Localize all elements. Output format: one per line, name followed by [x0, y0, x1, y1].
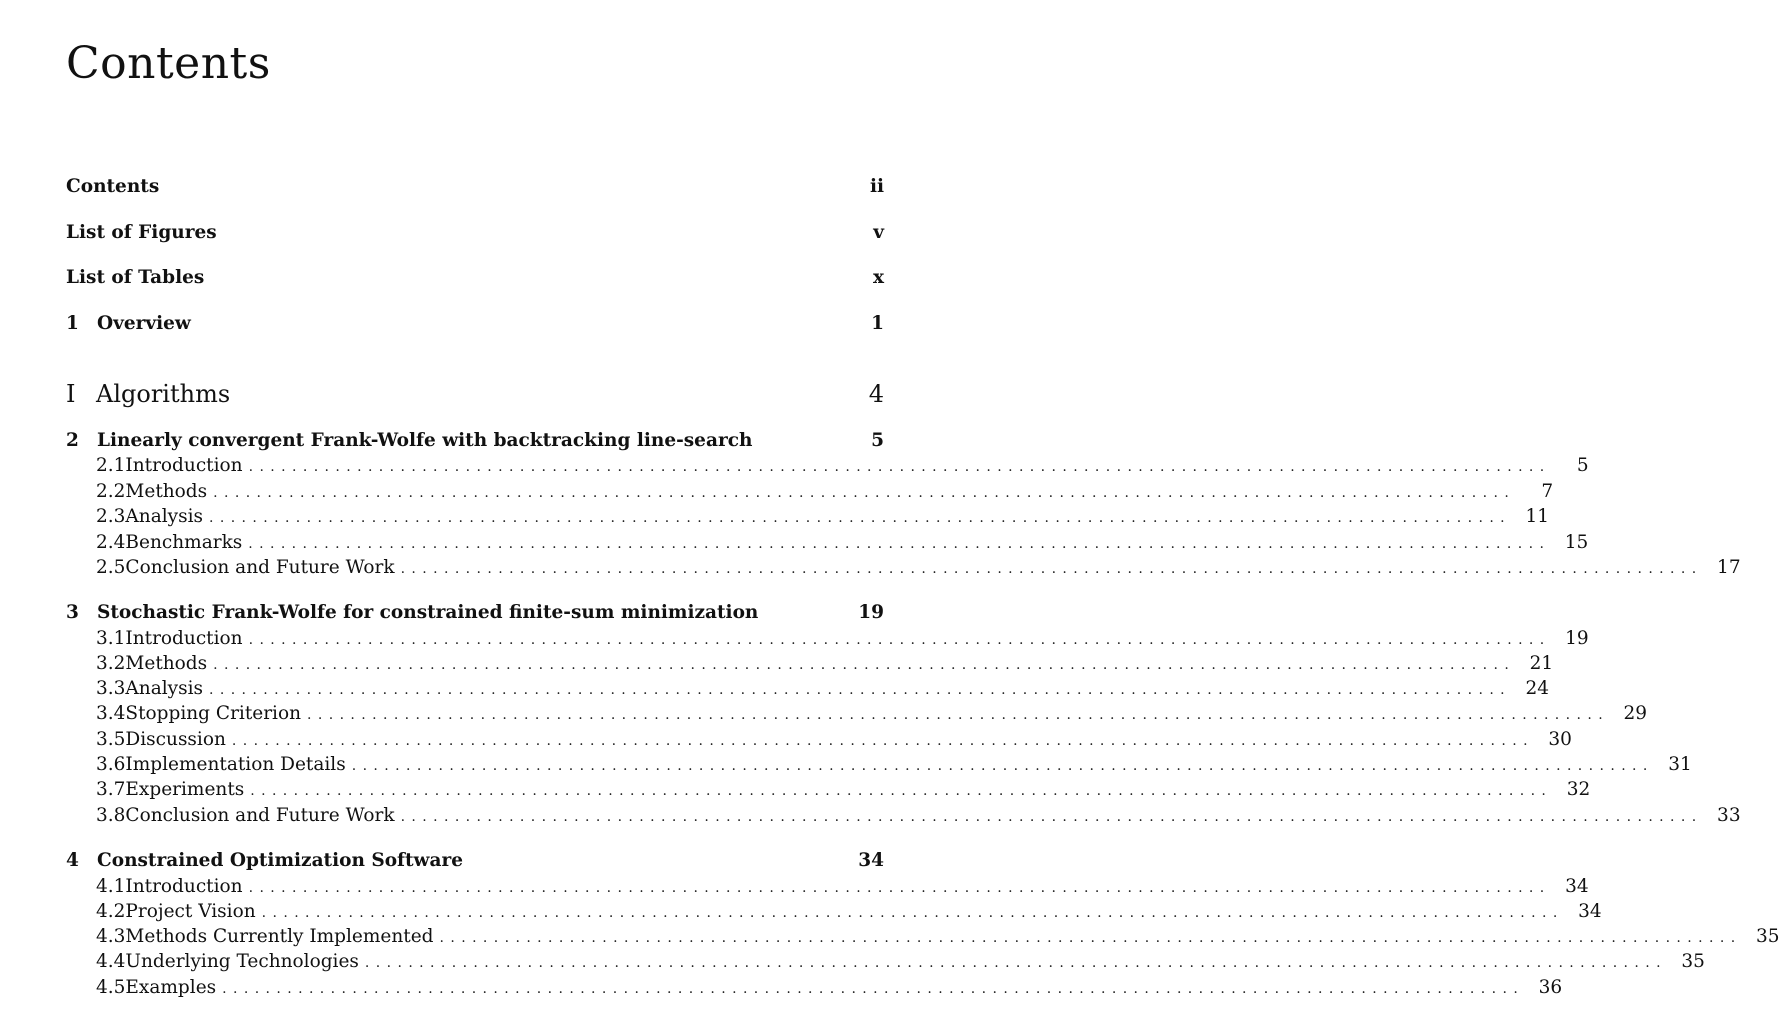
toc-entry-list-of-figures[interactable] — [66, 222, 884, 246]
toc-section-page: 21 — [1529, 653, 1554, 674]
toc-section-number: 3.5 — [96, 729, 126, 750]
toc-section-label: Conclusion and Future Work — [125, 805, 395, 826]
toc-section-3-1[interactable] — [96, 628, 1589, 652]
toc-leader-dots: ........................................................................................................................ — [213, 657, 1516, 673]
toc-section-page: 31 — [1668, 754, 1692, 775]
toc-section-3-4[interactable] — [96, 703, 1648, 727]
toc-entry-label: Contents — [66, 176, 160, 197]
toc-entry-page: 1 — [871, 313, 884, 334]
toc-section-number: 4.3 — [96, 926, 126, 947]
toc-section-number: 4.2 — [96, 901, 126, 922]
toc-section-number: 2.3 — [96, 506, 126, 527]
toc-chapter-number: 4 — [66, 850, 79, 871]
toc-leader-dots: ........................................................................................................................ — [307, 707, 1610, 723]
toc-section-page: 11 — [1525, 506, 1550, 527]
toc-leader-dots: ........................................................................................................................ — [400, 561, 1703, 577]
toc-leader-dots: ........................................................................................................................ — [400, 809, 1703, 825]
toc-section-label: Analysis — [125, 678, 203, 699]
toc-section-3-8[interactable] — [96, 805, 1741, 829]
toc-entry-label: Overview — [97, 313, 191, 334]
toc-section-page: 7 — [1541, 481, 1554, 502]
toc-section-number: 3.8 — [96, 805, 126, 826]
toc-chapter-page: 34 — [858, 850, 884, 871]
toc-leader-dots: ........................................................................................................................ — [261, 905, 1564, 921]
toc-section-label: Methods — [125, 481, 208, 502]
toc-entry-label: List of Tables — [66, 267, 205, 288]
toc-section-page: 30 — [1548, 729, 1572, 750]
toc-section-number: 4.1 — [96, 876, 126, 897]
toc-section-number: 4.5 — [96, 977, 126, 998]
toc-chapter-4[interactable] — [66, 850, 884, 874]
toc-entry-page: v — [873, 222, 884, 243]
toc-section-page: 33 — [1717, 805, 1741, 826]
toc-section-3-7[interactable] — [96, 779, 1591, 803]
toc-section-label: Introduction — [125, 628, 243, 649]
toc-chapter-label: Stochastic Frank-Wolfe for constrained finite-sum minimization — [97, 602, 759, 623]
toc-section-4-1[interactable] — [96, 876, 1589, 900]
toc-section-3-3[interactable] — [96, 678, 1550, 702]
toc-section-label: Discussion — [125, 729, 226, 750]
toc-leader-dots: ........................................................................................................................ — [209, 510, 1512, 526]
toc-section-number: 2.4 — [96, 532, 126, 553]
toc-leader-dots: ........................................................................................................................ — [248, 459, 1551, 475]
toc-section-label: Analysis — [125, 506, 203, 527]
toc-section-4-2[interactable] — [96, 901, 1602, 925]
toc-section-page: 17 — [1717, 557, 1741, 578]
toc-section-page: 5 — [1576, 455, 1589, 476]
toc-leader-dots: ........................................................................................................................ — [209, 682, 1512, 698]
toc-leader-dots: ........................................................................................................................ — [213, 485, 1516, 501]
toc-entry-page: ii — [869, 176, 884, 197]
toc-part-page: 4 — [868, 380, 884, 408]
toc-entry-page: x — [872, 267, 884, 288]
toc-chapter-page: 5 — [871, 430, 884, 451]
toc-leader-dots: ........................................................................................................................ — [231, 733, 1534, 749]
toc-entry-number: 1 — [66, 313, 79, 334]
toc-entry-list-of-tables[interactable] — [66, 267, 884, 291]
toc-chapter-page: 19 — [858, 602, 884, 623]
toc-section-number: 3.2 — [96, 653, 126, 674]
toc-entry-contents[interactable] — [66, 176, 884, 200]
toc-section-4-3[interactable] — [96, 926, 1780, 950]
toc-part-number: I — [66, 380, 76, 408]
page-title: Contents — [66, 38, 271, 89]
toc-section-number: 3.3 — [96, 678, 126, 699]
toc-section-page: 34 — [1565, 876, 1589, 897]
toc-section-page: 32 — [1566, 779, 1591, 800]
toc-section-label: Methods — [125, 653, 208, 674]
toc-section-label: Methods Currently Implemented — [125, 926, 434, 947]
toc-entry-overview[interactable] — [66, 313, 884, 337]
toc-section-number: 4.4 — [96, 951, 126, 972]
toc-section-label: Examples — [125, 977, 217, 998]
toc-leader-dots: ........................................................................................................................ — [222, 981, 1525, 997]
toc-leader-dots: ........................................................................................................................ — [250, 783, 1553, 799]
toc-chapter-3[interactable] — [66, 602, 884, 626]
toc-section-page: 36 — [1538, 977, 1563, 998]
toc-section-page: 35 — [1681, 951, 1705, 972]
toc-leader-dots: ........................................................................................................................ — [364, 955, 1667, 971]
toc-section-number: 2.5 — [96, 557, 126, 578]
toc-section-2-2[interactable] — [96, 481, 1554, 505]
toc-section-number: 2.2 — [96, 481, 126, 502]
toc-section-label: Introduction — [125, 455, 243, 476]
toc-section-4-5[interactable] — [96, 977, 1563, 1001]
toc-part-label: Algorithms — [96, 380, 231, 408]
toc-section-2-1[interactable] — [96, 455, 1589, 479]
toc-leader-dots: ........................................................................................................................ — [439, 930, 1742, 946]
toc-section-label: Conclusion and Future Work — [125, 557, 395, 578]
toc-leader-dots: ........................................................................................................................ — [351, 758, 1654, 774]
toc-leader-dots: ........................................................................................................................ — [248, 536, 1551, 552]
toc-section-label: Benchmarks — [125, 532, 243, 553]
toc-chapter-label: Constrained Optimization Software — [97, 850, 463, 871]
toc-section-2-5[interactable] — [96, 557, 1741, 581]
toc-section-3-5[interactable] — [96, 729, 1572, 753]
toc-section-label: Experiments — [125, 779, 245, 800]
toc-section-label: Project Vision — [125, 901, 256, 922]
toc-chapter-number: 3 — [66, 602, 79, 623]
toc-section-3-2[interactable] — [96, 653, 1554, 677]
toc-entry-label: List of Figures — [66, 222, 217, 243]
toc-leader-dots: ........................................................................................................................ — [248, 632, 1551, 648]
toc-section-page: 19 — [1565, 628, 1589, 649]
toc-section-number: 3.1 — [96, 628, 126, 649]
toc-section-4-4[interactable] — [96, 951, 1705, 975]
toc-section-number: 3.7 — [96, 779, 126, 800]
toc-chapter-2[interactable] — [66, 430, 884, 454]
toc-section-label: Introduction — [125, 876, 243, 897]
toc-chapter-number: 2 — [66, 430, 79, 451]
toc-part-algorithms[interactable] — [66, 380, 884, 410]
toc-section-3-6[interactable] — [96, 754, 1692, 778]
toc-section-page: 15 — [1564, 532, 1589, 553]
toc-section-number: 3.6 — [96, 754, 126, 775]
toc-section-2-3[interactable] — [96, 506, 1550, 530]
toc-section-number: 3.4 — [96, 703, 126, 724]
toc-section-label: Implementation Details — [125, 754, 346, 775]
toc-section-2-4[interactable] — [96, 532, 1589, 556]
toc-section-number: 2.1 — [96, 455, 126, 476]
toc-section-page: 35 — [1756, 926, 1780, 947]
toc-section-label: Underlying Technologies — [125, 951, 359, 972]
toc-section-page: 29 — [1623, 703, 1648, 724]
toc-section-page: 24 — [1525, 678, 1550, 699]
toc-leader-dots: ........................................................................................................................ — [248, 880, 1551, 896]
toc-section-label: Stopping Criterion — [125, 703, 302, 724]
toc-section-page: 34 — [1578, 901, 1602, 922]
toc-chapter-label: Linearly convergent Frank-Wolfe with backtracking line-search — [97, 430, 753, 451]
